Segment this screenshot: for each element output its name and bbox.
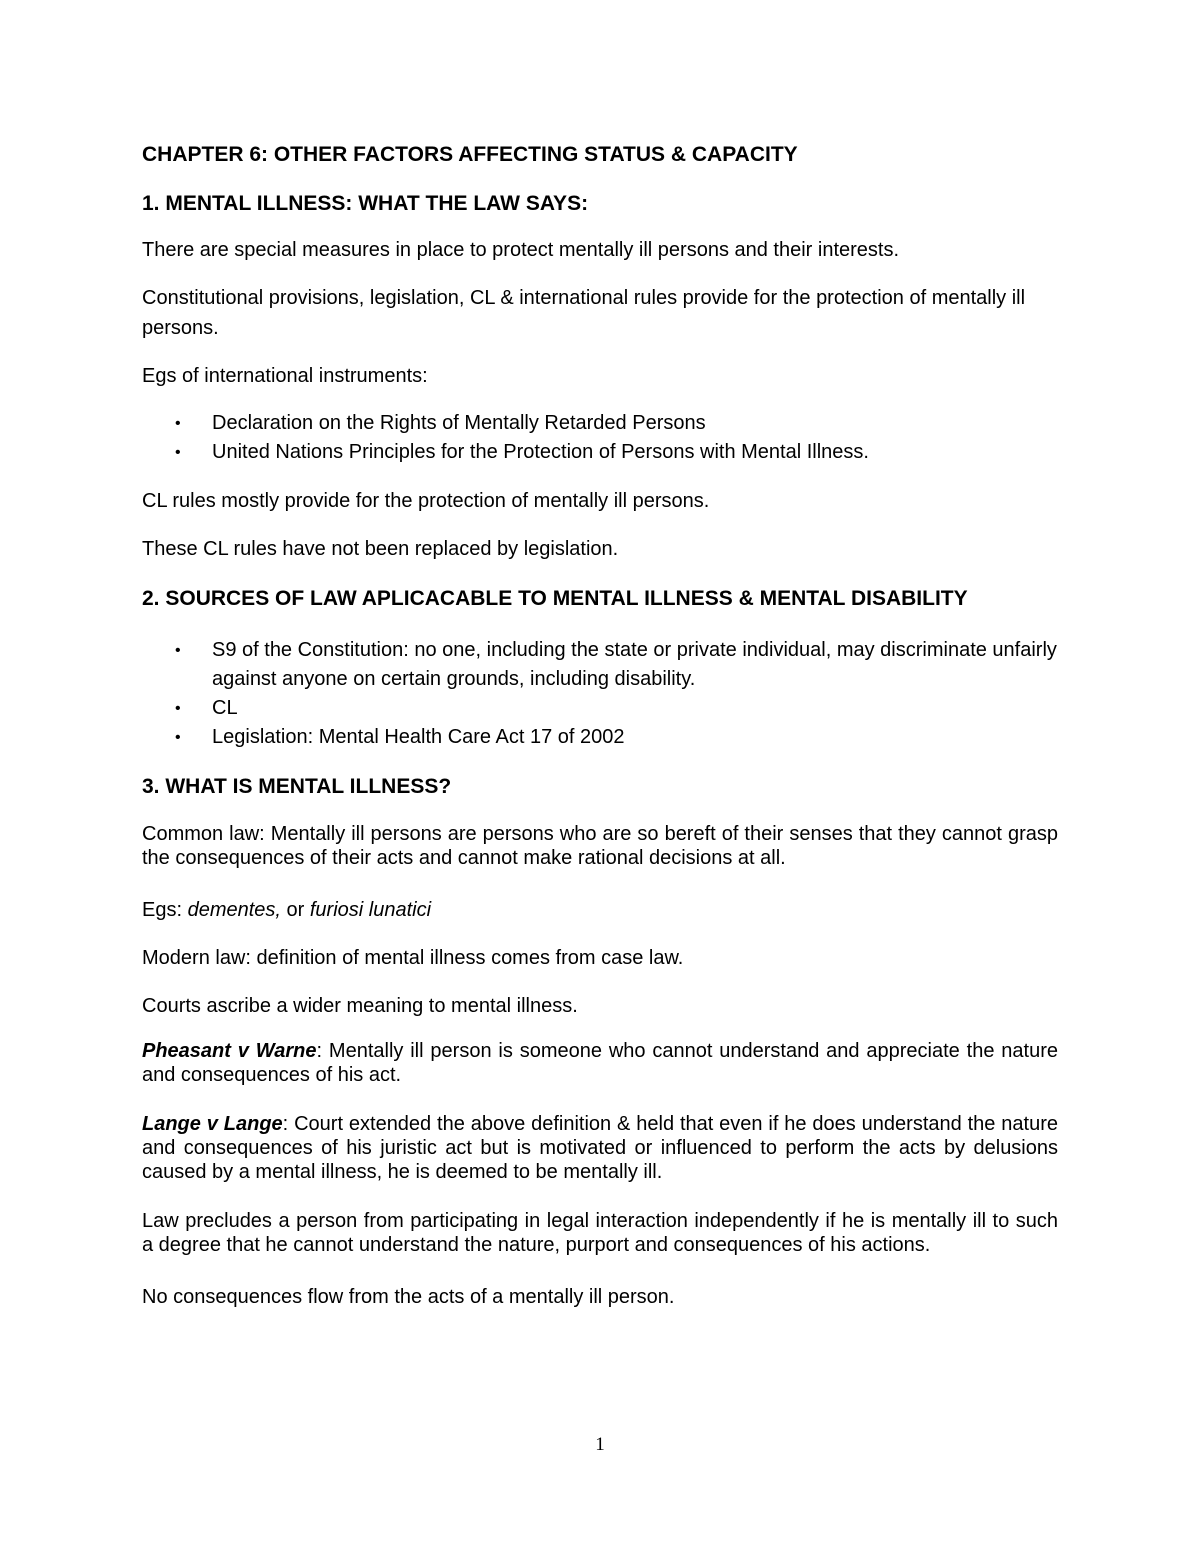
examples-term-1: dementes, (187, 899, 281, 921)
list-item-text: Legislation: Mental Health Care Act 17 of 2002 (212, 726, 625, 748)
section-1-paragraph-4: CL rules mostly provide for the protection of mentally ill persons. (142, 490, 710, 512)
section-3-heading: 3. WHAT IS MENTAL ILLNESS? (142, 775, 452, 798)
examples-term-2: furiosi lunatici (309, 899, 432, 921)
list-item-text: S9 of the Constitution: no one, including the state or private individual, may discriminate unfairly against anyone on certain grounds, including disability. (212, 639, 1057, 690)
list-item (142, 409, 1058, 438)
chapter-title: CHAPTER 6: OTHER FACTORS AFFECTING STATUS & CAPACITY (142, 143, 798, 166)
bullet-icon: • (175, 444, 181, 461)
section-1-paragraph-1: There are special measures in place to protect mentally ill persons and their interests. (142, 239, 900, 261)
examples-connector: or (280, 899, 310, 921)
section-3-paragraph-5: No consequences flow from the acts of a mentally ill person. (142, 1286, 675, 1308)
bullet-icon: • (175, 642, 181, 659)
section-3-paragraph-2: Modern law: definition of mental illness comes from case law. (142, 947, 684, 969)
list-item (142, 694, 1058, 723)
case-pheasant-v-warne (142, 1039, 1058, 1087)
page-number: 1 (595, 1434, 605, 1455)
case-lange-v-lange (142, 1112, 1058, 1184)
international-instruments-list (142, 409, 1058, 467)
section-1-paragraph-5: These CL rules have not been replaced by legislation. (142, 538, 619, 560)
list-item-text: Declaration on the Rights of Mentally Retarded Persons (212, 412, 706, 434)
section-2-heading: 2. SOURCES OF LAW APLICACABLE TO MENTAL ILLNESS & MENTAL DISABILITY (142, 587, 968, 610)
bullet-icon: • (175, 729, 181, 746)
document-body (142, 140, 1058, 1330)
section-3-examples (142, 895, 1058, 925)
list-item-text: United Nations Principles for the Protection of Persons with Mental Illness. (212, 441, 869, 463)
section-3-paragraph-1: Common law: Mentally ill persons are persons who are so bereft of their senses that they cannot grasp the consequences of their acts and cannot make rational decisions at all. (142, 823, 1058, 869)
section-1-paragraph-2: Constitutional provisions, legislation, CL & international rules provide for the protection of mentally ill persons. (142, 287, 1026, 339)
list-item (142, 723, 1058, 752)
sources-of-law-list (142, 636, 1058, 752)
section-3-paragraph-4: Law precludes a person from participating in legal interaction independently if he is mentally ill to such a degree that he cannot understand the nature, purport and consequences of his actions. (142, 1210, 1058, 1256)
list-item-text: CL (212, 697, 238, 719)
examples-label: Egs: (142, 899, 188, 921)
case-text: : Mentally ill person is someone who cannot understand and appreciate the nature and consequences of his act. (142, 1040, 1058, 1086)
case-text: : Court extended the above definition & held that even if he does understand the nature and consequences of his juristic act but is motivated or influenced to perform the acts by delusions caused by a mental illness, he is deemed to be mentally ill. (142, 1113, 1059, 1183)
case-name: Lange v Lange (142, 1113, 283, 1135)
section-1-paragraph-3: Egs of international instruments: (142, 365, 428, 387)
list-item (142, 438, 1058, 467)
section-3-paragraph-3: Courts ascribe a wider meaning to mental illness. (142, 995, 578, 1017)
list-item (142, 636, 1058, 694)
case-name: Pheasant v Warne (142, 1040, 317, 1062)
bullet-icon: • (175, 700, 181, 717)
section-1-heading: 1. MENTAL ILLNESS: WHAT THE LAW SAYS: (142, 192, 589, 215)
bullet-icon: • (175, 415, 181, 432)
